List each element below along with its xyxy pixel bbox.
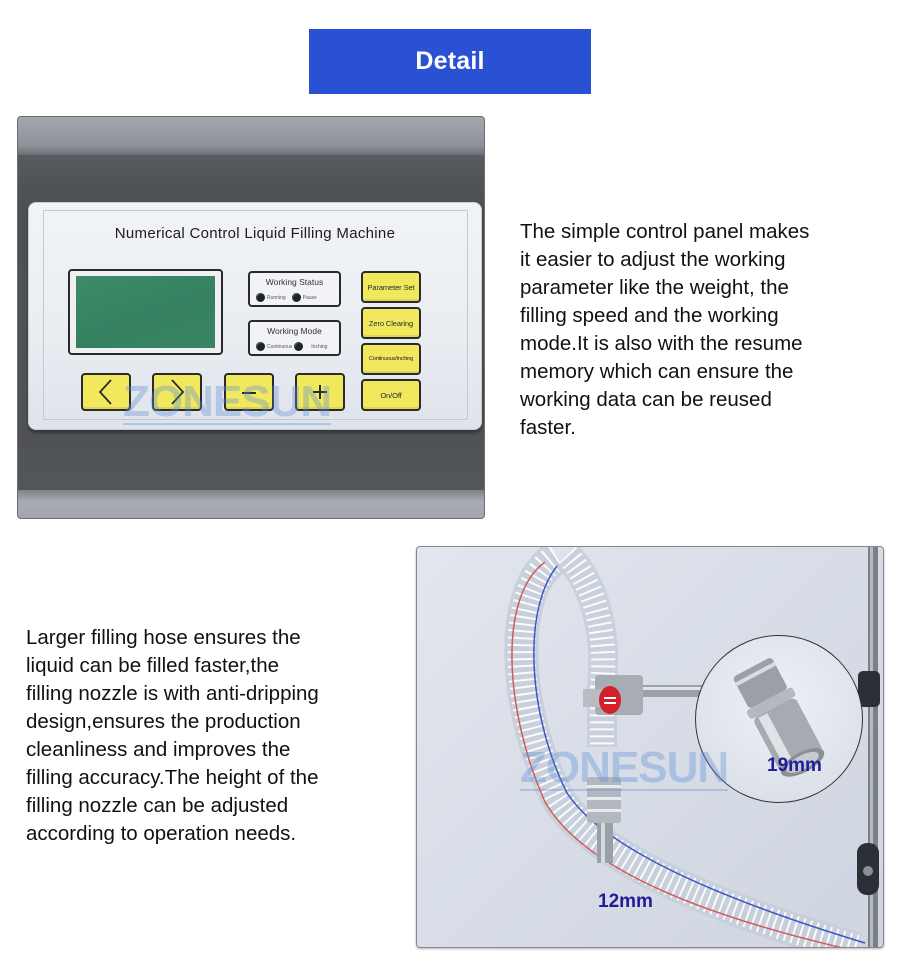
zero-clearing-label: Zero Clearing: [368, 318, 414, 328]
minus-icon: [238, 378, 260, 406]
parameter-set-button: [361, 271, 421, 303]
description-line: memory which can ensure the: [520, 360, 794, 383]
zonesun-watermark: ZONESUN: [520, 743, 729, 792]
working-status-label: Working Status: [265, 277, 324, 287]
control-panel-description: [520, 218, 809, 442]
pause-indicator-icon: [292, 293, 301, 302]
description-line: filling accuracy.The height of the: [26, 766, 319, 789]
running-label: Running: [267, 294, 286, 301]
description-line: The simple control panel makes: [520, 220, 810, 243]
pause-label: Pause: [302, 294, 317, 301]
plus-button: [295, 373, 345, 411]
plus-icon: [309, 378, 331, 406]
inlet-size-label: 19mm: [767, 755, 822, 776]
inlet-magnifier: [695, 635, 863, 803]
description-line: according to operation needs.: [26, 822, 297, 845]
membrane-keypad: [28, 202, 482, 430]
description-line: filling nozzle is with anti-dripping: [26, 682, 319, 705]
machine-top-edge: [18, 117, 484, 155]
continuous-inching-button: [361, 343, 421, 375]
on-off-button: [361, 379, 421, 411]
chevron-left-icon: [95, 378, 117, 406]
description-line: filling nozzle can be adjusted: [26, 794, 289, 817]
lcd-display-frame: [68, 269, 223, 355]
description-line: parameter like the weight, the: [520, 276, 789, 299]
continuous-label: Continuous: [267, 343, 293, 350]
working-status-box: [248, 271, 341, 307]
inching-label: Inching: [311, 343, 328, 350]
machine-bottom-edge: [18, 490, 484, 518]
continuous-inching-label: Continuous/Inching: [368, 356, 414, 362]
detail-header-banner: [309, 29, 591, 94]
filling-nozzle-description: [26, 624, 319, 848]
description-line: it easier to adjust the working: [520, 248, 786, 271]
working-mode-box: [248, 320, 341, 356]
parameter-set-label: Parameter Set: [367, 282, 415, 292]
continuous-indicator-icon: [256, 342, 265, 351]
inching-indicator-icon: [294, 342, 303, 351]
description-line: design,ensures the production: [26, 710, 301, 733]
running-indicator-icon: [256, 293, 265, 302]
control-panel-photo: [17, 116, 485, 519]
lcd-display: [76, 276, 215, 348]
right-arrow-button: [152, 373, 202, 411]
detail-title: Detail: [415, 47, 485, 75]
outlet-size-label: 12mm: [598, 891, 653, 912]
left-arrow-button: [81, 373, 131, 411]
inlet-fitting-illustration: [696, 636, 863, 803]
description-line: filling speed and the working: [520, 304, 779, 327]
description-line: faster.: [520, 416, 576, 439]
chevron-right-icon: [166, 378, 188, 406]
zonesun-watermark: ZONESUN: [123, 377, 332, 426]
zero-clearing-button: [361, 307, 421, 339]
description-line: Larger filling hose ensures the: [26, 626, 301, 649]
filling-hose-photo: [416, 546, 884, 948]
description-line: working data can be reused: [520, 388, 772, 411]
description-line: mode.It is also with the resume: [520, 332, 803, 355]
description-line: liquid can be filled faster,the: [26, 654, 279, 677]
working-mode-label: Working Mode: [267, 326, 322, 336]
panel-title: Numerical Control Liquid Filling Machine: [114, 225, 396, 242]
on-off-label: On/Off: [380, 390, 402, 400]
description-line: cleanliness and improves the: [26, 738, 291, 761]
minus-button: [224, 373, 274, 411]
